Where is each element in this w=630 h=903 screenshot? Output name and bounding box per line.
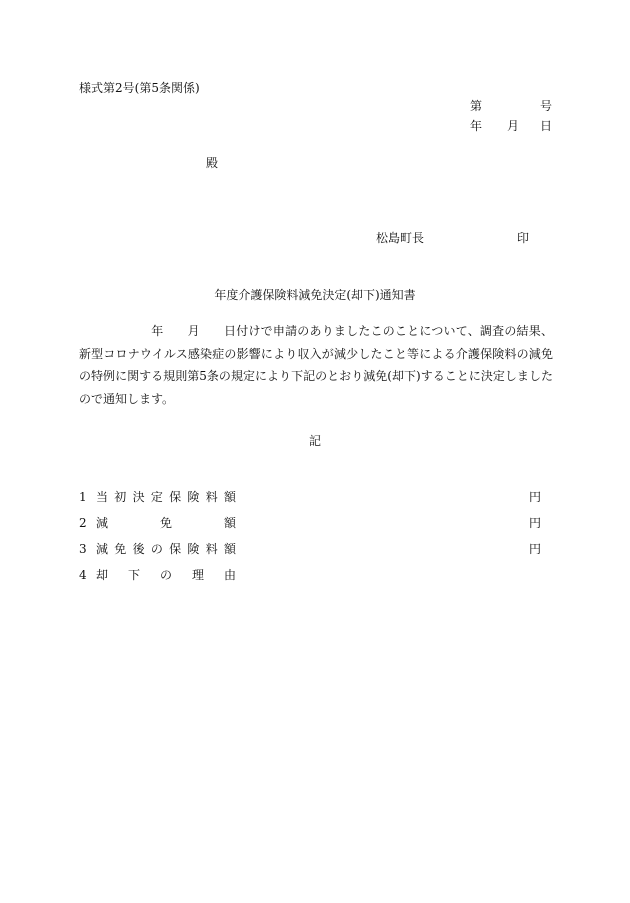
record-heading: 記	[308, 434, 321, 448]
item-label: 減 免 後 の 保 険 料 額	[96, 542, 236, 556]
addressee-honorific: 殿	[206, 156, 219, 170]
item-unit: 円	[528, 516, 541, 530]
item-label: 減 免 額	[96, 516, 236, 530]
seal-mark: 印	[517, 231, 530, 245]
item-number: 1	[79, 490, 87, 504]
body-month: 月	[187, 324, 200, 338]
form-number: 様式第2号(第5条関係)	[79, 81, 200, 95]
body-year: 年	[151, 324, 164, 338]
date-year: 年	[470, 119, 483, 133]
item-number: 2	[79, 516, 87, 530]
date-day: 日	[540, 119, 553, 133]
date-month: 月	[507, 119, 520, 133]
item-row	[79, 488, 541, 506]
notice-body	[79, 320, 553, 410]
item-label: 当 初 決 定 保 険 料 額	[96, 490, 236, 504]
number-suffix: 号	[540, 99, 553, 113]
number-prefix: 第	[470, 99, 483, 113]
item-number: 3	[79, 542, 87, 556]
body-text: 日付けで申請のありましたこのことについて、調査の結果、新型コロナウイルス感染症の影響により収入が減少したこと等による介護保険料の減免の特例に関する規則第5条の規定により下記のとおり減免(却下)することに決定しましたので通知します。	[79, 324, 553, 406]
sender-name: 松島町長	[376, 231, 425, 245]
item-unit: 円	[528, 542, 541, 556]
item-row	[79, 540, 541, 558]
document-title: 年度介護保険料減免決定(却下)通知書	[214, 288, 416, 302]
item-label: 却 下 の 理 由	[96, 568, 236, 582]
item-unit: 円	[528, 490, 541, 504]
item-number: 4	[79, 568, 87, 582]
item-row	[79, 514, 541, 532]
item-row	[79, 566, 541, 584]
